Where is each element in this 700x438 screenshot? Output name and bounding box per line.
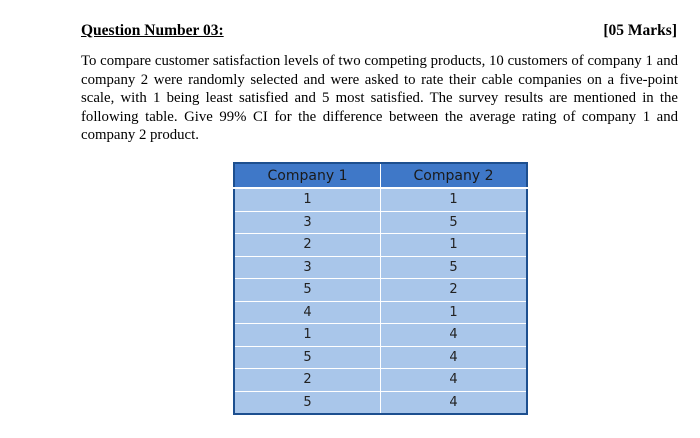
table-row <box>234 279 527 302</box>
question-heading <box>81 21 677 41</box>
table-cell: 3 <box>234 256 381 279</box>
table-cell: 2 <box>381 279 528 302</box>
table-row <box>234 369 527 392</box>
table-row <box>234 346 527 369</box>
table-cell: 5 <box>234 279 381 302</box>
table-cell: 5 <box>381 211 528 234</box>
table-cell: 4 <box>381 369 528 392</box>
table-cell: 4 <box>381 324 528 347</box>
table-cell: 1 <box>381 188 528 211</box>
table-row <box>234 301 527 324</box>
table-cell: 2 <box>234 234 381 257</box>
table-row <box>234 188 527 211</box>
table-row <box>234 256 527 279</box>
table-cell: 5 <box>234 346 381 369</box>
table-cell: 1 <box>381 234 528 257</box>
table-cell: 1 <box>234 324 381 347</box>
question-title: Question Number 03: <box>81 22 224 39</box>
question-paragraph: To compare customer satisfaction levels of two competing products, 10 customers of company 1 and company 2 were randomly selected and were asked to rate their cable companies on a five-point scale, with 1 being least satisfied and 5 most satisfied. The survey results are mentioned in the following table. Give 99% CI for the difference between the average rating of company 1 and company 2 product. <box>81 53 678 143</box>
table-cell: 1 <box>234 188 381 211</box>
table-cell: 2 <box>234 369 381 392</box>
table-cell: 5 <box>381 256 528 279</box>
table-cell: 4 <box>381 391 528 414</box>
header-company-2: Company 2 <box>381 163 528 188</box>
table-cell: 4 <box>234 301 381 324</box>
table-cell: 4 <box>381 346 528 369</box>
table-row <box>234 391 527 414</box>
question-marks: [05 Marks] <box>603 22 677 39</box>
ratings-table <box>233 162 528 415</box>
table-cell: 3 <box>234 211 381 234</box>
table-header-row <box>234 163 527 188</box>
table-cell: 1 <box>381 301 528 324</box>
table-row <box>234 211 527 234</box>
table-row <box>234 234 527 257</box>
table-cell: 5 <box>234 391 381 414</box>
table-row <box>234 324 527 347</box>
header-company-1: Company 1 <box>234 163 381 188</box>
